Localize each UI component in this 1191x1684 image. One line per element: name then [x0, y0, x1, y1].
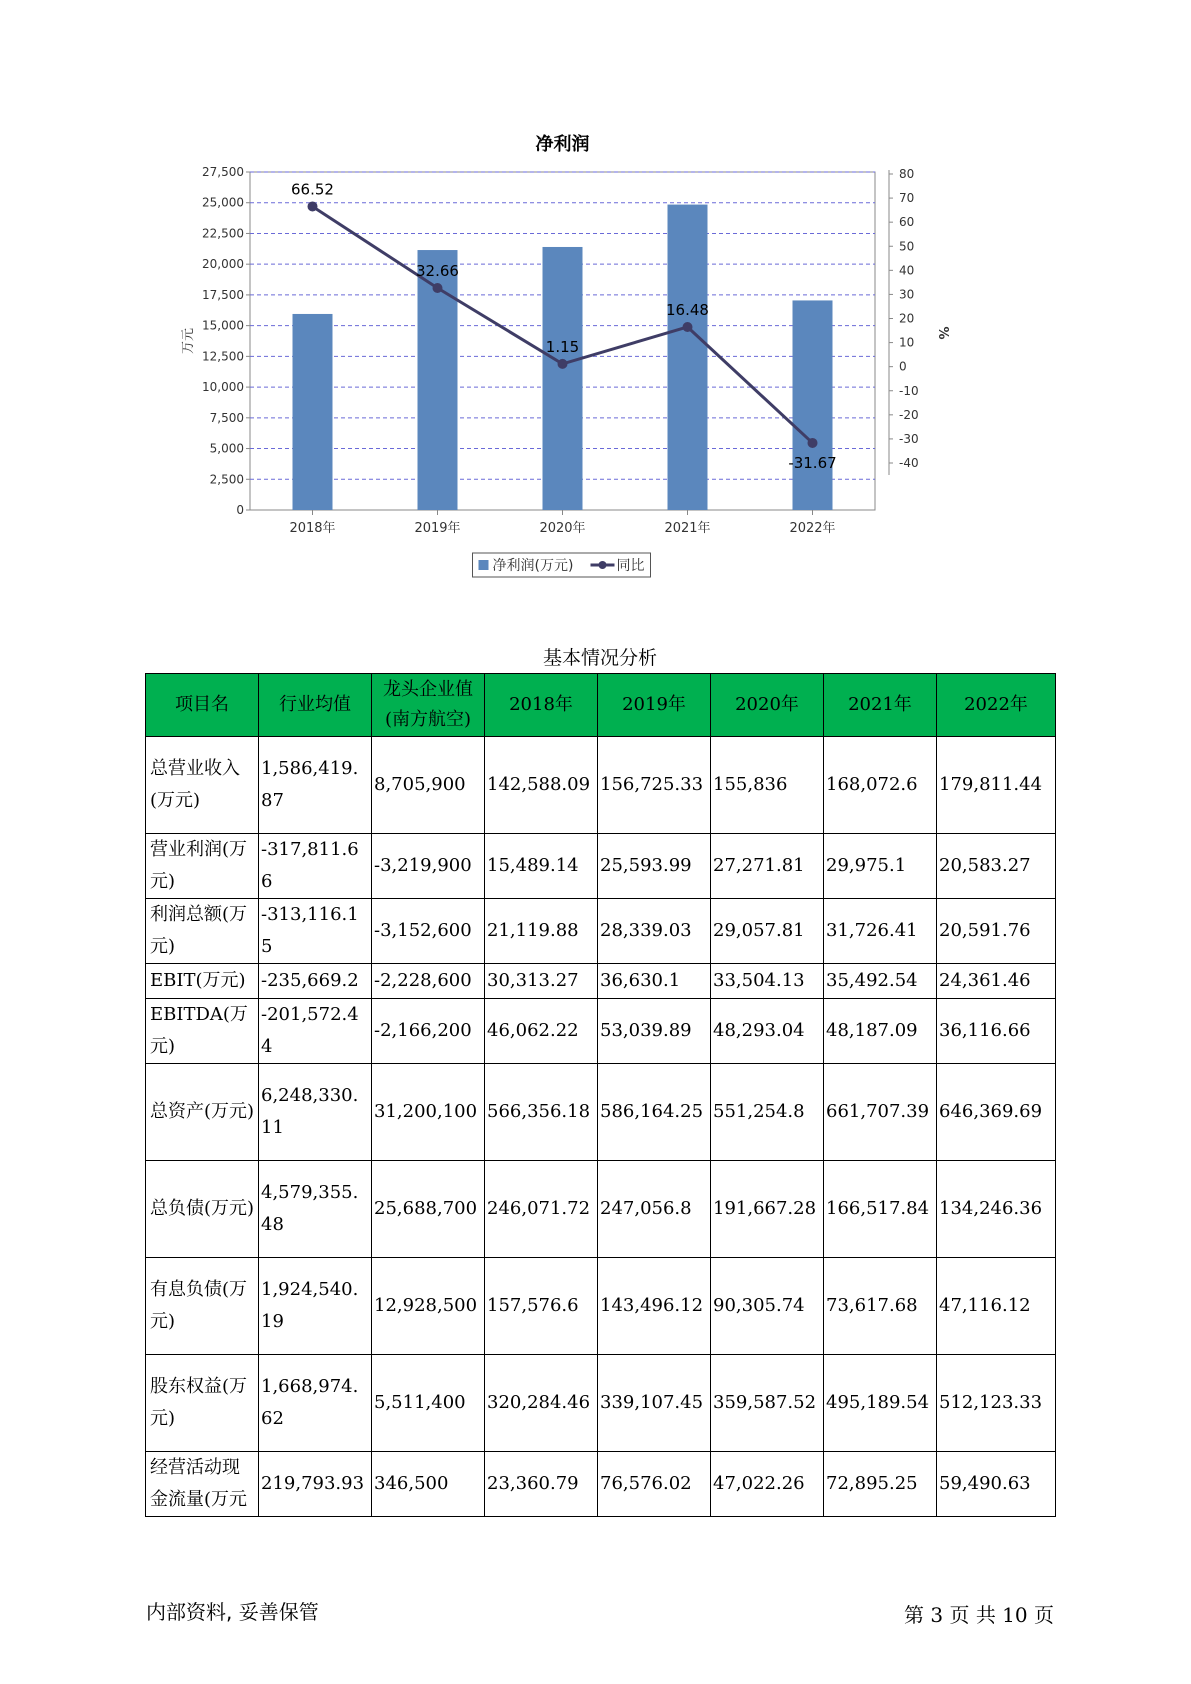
bar: [668, 205, 708, 510]
table-cell: 20,583.27: [937, 834, 1056, 899]
legend-line-marker: [599, 561, 607, 569]
table-cell: 646,369.69: [937, 1064, 1056, 1161]
table-cell: 29,975.1: [824, 834, 937, 899]
yoy-data-label: 16.48: [666, 300, 709, 319]
table-cell: 168,072.6: [824, 737, 937, 834]
table-cell: 155,836: [711, 737, 824, 834]
table-cell: 72,895.25: [824, 1452, 937, 1517]
y2-tick-label: 60: [899, 215, 915, 230]
y-tick-label: 2,500: [209, 472, 244, 487]
table-cell: 551,254.8: [711, 1064, 824, 1161]
table-cell: 191,667.28: [711, 1161, 824, 1258]
table-cell: 24,361.46: [937, 964, 1056, 999]
table-cell: 29,057.81: [711, 899, 824, 964]
table-cell: 1,924,540.19: [259, 1258, 372, 1355]
table-cell: 6,248,330.11: [259, 1064, 372, 1161]
table-cell: 23,360.79: [485, 1452, 598, 1517]
table-cell: 33,504.13: [711, 964, 824, 999]
y-tick-label: 0: [236, 503, 244, 517]
table-cell: 346,500: [372, 1452, 485, 1517]
header-cell: 行业均值: [259, 674, 372, 737]
table-row: [146, 1161, 1056, 1258]
header-cell: 2018年: [485, 674, 598, 737]
yoy-data-label: -31.67: [788, 453, 837, 472]
y-tick-label: 10,000: [202, 380, 244, 395]
y2-axis-label: %: [935, 326, 950, 340]
y2-tick-label: 80: [899, 167, 915, 181]
table-cell: -3,219,900: [372, 834, 485, 899]
table-cell: 4,579,355.48: [259, 1161, 372, 1258]
table-cell: -2,166,200: [372, 999, 485, 1064]
header-cell: 2021年: [824, 674, 937, 737]
table-cell: 156,725.33: [598, 737, 711, 834]
table-cell: 35,492.54: [824, 964, 937, 999]
table-cell: 25,688,700: [372, 1161, 485, 1258]
table-cell: 47,022.26: [711, 1452, 824, 1517]
table-cell: -313,116.15: [259, 899, 372, 964]
table-cell: -317,811.66: [259, 834, 372, 899]
y-tick-label: 15,000: [202, 318, 244, 333]
table-cell: 8,705,900: [372, 737, 485, 834]
chart-title: 净利润: [535, 134, 590, 155]
yoy-data-label: 1.15: [545, 337, 580, 356]
table-row: [146, 964, 1056, 999]
table-cell: 46,062.22: [485, 999, 598, 1064]
legend-bar-swatch: [479, 560, 489, 570]
table-cell: 566,356.18: [485, 1064, 598, 1161]
x-tick-label: 2020年: [539, 521, 586, 536]
y2-tick-label: -30: [899, 431, 919, 446]
table-cell: 246,071.72: [485, 1161, 598, 1258]
y-tick-label: 22,500: [202, 226, 244, 241]
table-row: [146, 1064, 1056, 1161]
header-cell: 项目名: [146, 674, 259, 737]
table-cell: 28,339.03: [598, 899, 711, 964]
table-cell: 90,305.74: [711, 1258, 824, 1355]
row-label: EBITDA(万元): [146, 999, 259, 1064]
table-cell: 59,490.63: [937, 1452, 1056, 1517]
header-cell: 2019年: [598, 674, 711, 737]
footer-page-number: 第 3 页 共 10 页: [904, 1603, 1054, 1627]
table-cell: -3,152,600: [372, 899, 485, 964]
y2-tick-label: 10: [899, 335, 915, 350]
table-cell: 134,246.36: [937, 1161, 1056, 1258]
yoy-data-label: 66.52: [291, 180, 334, 199]
chart-svg: [170, 130, 990, 600]
yoy-point: [308, 201, 318, 211]
table-cell: 1,586,419.87: [259, 737, 372, 834]
y2-tick-label: 20: [899, 311, 915, 326]
row-label: 经营活动现金流量(万元: [146, 1452, 259, 1517]
table-cell: 15,489.14: [485, 834, 598, 899]
table-cell: 495,189.54: [824, 1355, 937, 1452]
yoy-point: [808, 438, 818, 448]
legend-label: 同比: [616, 558, 645, 574]
y2-tick-label: 30: [899, 287, 915, 302]
table-cell: 5,511,400: [372, 1355, 485, 1452]
row-label: 营业利润(万元): [146, 834, 259, 899]
y2-tick-label: 40: [899, 263, 915, 278]
table-header-row: [146, 674, 1056, 737]
x-tick-label: 2021年: [664, 521, 711, 536]
table-cell: 73,617.68: [824, 1258, 937, 1355]
table-title: 基本情况分析: [542, 647, 657, 669]
table-cell: 143,496.12: [598, 1258, 711, 1355]
table-cell: 76,576.02: [598, 1452, 711, 1517]
table-row: [146, 834, 1056, 899]
table-cell: 20,591.76: [937, 899, 1056, 964]
row-label: EBIT(万元): [146, 964, 259, 999]
row-label: 利润总额(万元): [146, 899, 259, 964]
bar: [793, 300, 833, 510]
table-cell: 30,313.27: [485, 964, 598, 999]
table-cell: 179,811.44: [937, 737, 1056, 834]
table-cell: 320,284.46: [485, 1355, 598, 1452]
yoy-point: [433, 283, 443, 293]
x-tick-label: 2018年: [289, 521, 336, 536]
x-tick-label: 2022年: [789, 521, 836, 536]
table-cell: 36,630.1: [598, 964, 711, 999]
header-cell: 龙头企业值(南方航空): [372, 674, 485, 737]
footer-confidential: 内部资料, 妥善保管: [146, 1600, 319, 1624]
table-cell: 12,928,500: [372, 1258, 485, 1355]
table-row: [146, 1258, 1056, 1355]
y-tick-label: 7,500: [209, 410, 244, 425]
table-cell: 661,707.39: [824, 1064, 937, 1161]
table-cell: 586,164.25: [598, 1064, 711, 1161]
legend-label: 净利润(万元): [492, 558, 574, 574]
y2-tick-label: -10: [899, 383, 919, 398]
net-profit-chart: [170, 130, 990, 600]
x-tick-label: 2019年: [414, 521, 461, 536]
table-cell: 166,517.84: [824, 1161, 937, 1258]
row-label: 总负债(万元): [146, 1161, 259, 1258]
bar: [543, 247, 583, 510]
yoy-data-label: 32.66: [416, 262, 459, 281]
y-tick-label: 12,500: [202, 349, 244, 364]
table-cell: 48,187.09: [824, 999, 937, 1064]
table-cell: 219,793.93: [259, 1452, 372, 1517]
y2-tick-label: 0: [899, 359, 907, 374]
table-cell: 21,119.88: [485, 899, 598, 964]
table-row: [146, 899, 1056, 964]
bar: [293, 314, 333, 510]
row-label: 有息负债(万元): [146, 1258, 259, 1355]
y-tick-label: 20,000: [202, 257, 244, 272]
header-cell: 2020年: [711, 674, 824, 737]
table-cell: 247,056.8: [598, 1161, 711, 1258]
table-cell: 31,200,100: [372, 1064, 485, 1161]
row-label: 股东权益(万元): [146, 1355, 259, 1452]
y-tick-label: 5,000: [209, 441, 244, 456]
row-label: 总营业收入(万元): [146, 737, 259, 834]
basic-analysis-table: [145, 673, 1056, 1517]
table-row: [146, 737, 1056, 834]
table-cell: 47,116.12: [937, 1258, 1056, 1355]
y-tick-label: 25,000: [202, 195, 244, 210]
y2-tick-label: -40: [899, 456, 919, 470]
table-cell: 157,576.6: [485, 1258, 598, 1355]
table-row: [146, 1452, 1056, 1517]
header-cell: 2022年: [937, 674, 1056, 737]
table-cell: -235,669.2: [259, 964, 372, 999]
y-tick-label: 27,500: [202, 165, 244, 179]
table-cell: 36,116.66: [937, 999, 1056, 1064]
table-cell: 339,107.45: [598, 1355, 711, 1452]
y2-tick-label: 70: [899, 191, 915, 206]
table-cell: 48,293.04: [711, 999, 824, 1064]
yoy-point: [558, 359, 568, 369]
table-row: [146, 1355, 1056, 1452]
table-cell: 31,726.41: [824, 899, 937, 964]
y2-tick-label: 50: [899, 239, 915, 254]
table-cell: 1,668,974.62: [259, 1355, 372, 1452]
table-cell: -201,572.44: [259, 999, 372, 1064]
table-row: [146, 999, 1056, 1064]
table-cell: -2,228,600: [372, 964, 485, 999]
table-cell: 359,587.52: [711, 1355, 824, 1452]
yoy-point: [683, 322, 693, 332]
table-cell: 142,588.09: [485, 737, 598, 834]
table-cell: 27,271.81: [711, 834, 824, 899]
table-cell: 25,593.99: [598, 834, 711, 899]
table-cell: 512,123.33: [937, 1355, 1056, 1452]
table-cell: 53,039.89: [598, 999, 711, 1064]
y2-tick-label: -20: [899, 407, 919, 422]
row-label: 总资产(万元): [146, 1064, 259, 1161]
y-axis-label: 万元: [181, 327, 196, 355]
y-tick-label: 17,500: [202, 287, 244, 302]
